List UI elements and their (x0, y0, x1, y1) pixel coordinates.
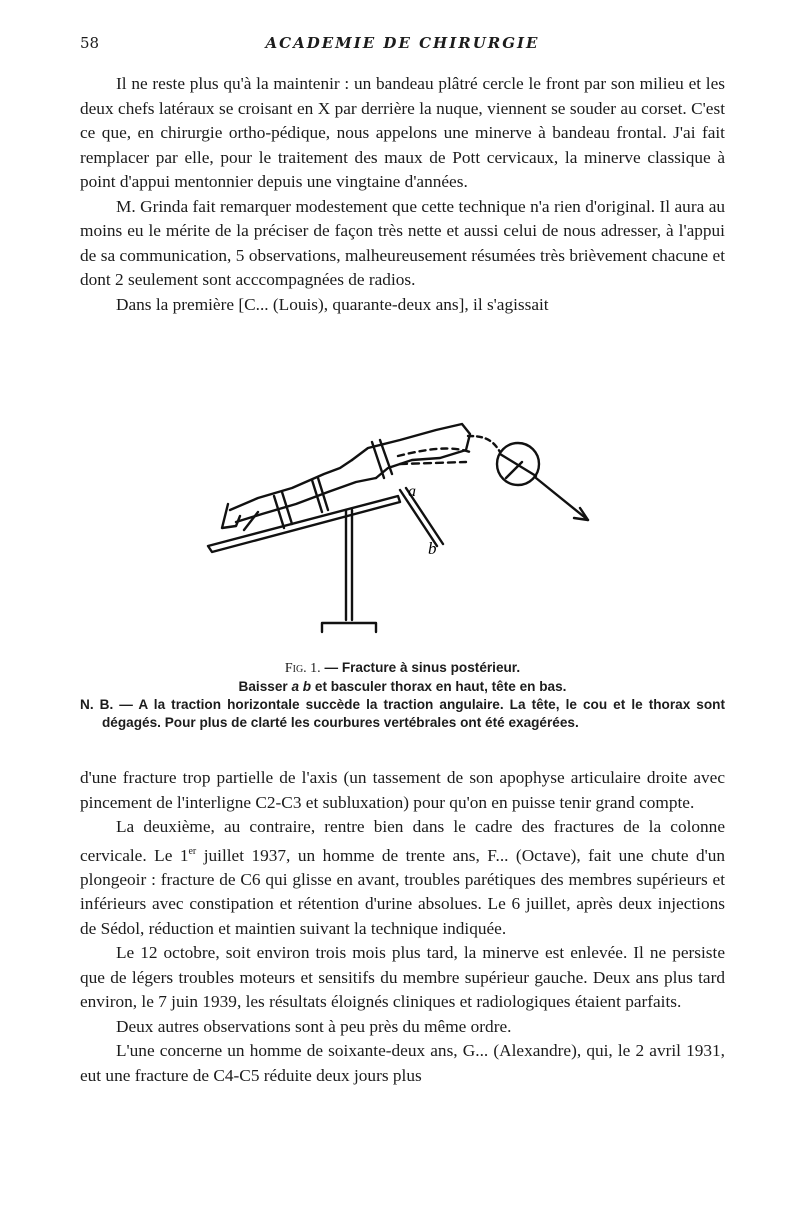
paragraph: Le 12 octobre, soit environ trois mois plus tard, la minerve est enlevée. Il ne persiste que de légers troubles moteurs et sensitifs du membre supérieur gauche. Deux ans plus tard environ, le 7 juin 1939, les résultats éloignés cliniques et radiologiques étaient parfaits. (80, 943, 725, 1012)
figure-label: Fig. 1. (284, 661, 321, 676)
paragraph: M. Grinda fait remarquer modestement que cette technique n'a rien d'original. Il aura au moins eu le mérite de la préciser de façon très nette et aussi celui de nous adresser, à l'appui de sa communication, 5 observations, malheureusement résumées très brièvement chacune et dont 2 seulement sont acccompagnées de radios. (80, 196, 725, 289)
paragraph: d'une fracture trop partielle de l'axis (un tassement de son apophyse articulaire droite avec pincement de l'interligne C2-C3 et subluxation) pour qu'on en puisse tenir grand compte. (80, 768, 725, 812)
neck-dashed (468, 436, 500, 452)
patient-legs (230, 460, 352, 510)
paragraph: Dans la première [C... (Louis), quarante-deux ans], il s'agissait (116, 294, 549, 314)
caption-title: — Fracture à sinus postérieur. (320, 660, 521, 675)
page-header (80, 34, 725, 58)
paragraph: Deux autres observations sont à peu près du même ordre. (116, 1016, 512, 1036)
label-a: a (408, 483, 416, 500)
patient-feet (222, 504, 258, 530)
traction-arrow (536, 478, 588, 520)
figure-traction-illustration (200, 418, 600, 648)
paragraph: Il ne reste plus qu'à la maintenir : un bandeau plâtré cercle le front par son milieu et les deux chefs latéraux se croisant en X par derrière la nuque, viennent se souder au corset. C'est ce que, en chirurgie ortho-pédique, nous appelons une minerve à bandeau frontal. J'ai fait remplacer par elle, pour le traitement des maux de Pott cervicaux, la minerve classique à point d'appui mentonnier depuis une vingtaine d'années. (80, 74, 725, 191)
table-post (346, 510, 352, 620)
tilting-support (400, 488, 443, 546)
label-b: b (428, 539, 437, 558)
patient-trunk (352, 424, 470, 478)
caption-note: N. B. — A la traction horizontale succède la traction angulaire. La tête, le cou et le thorax sont dégagés. Pour plus de clarté les courbures vertébrales ont été exagérées. (80, 697, 725, 730)
table-base (322, 623, 376, 632)
paragraph: L'une concerne un homme de soixante-deux ans, G... (Alexandre), qui, le 2 avril 1931, eut une fracture de C4-C5 réduite deux jours plus (80, 1041, 725, 1085)
caption-title-line (80, 659, 725, 678)
top-text-block (80, 72, 725, 317)
running-title: ACADEMIE DE CHIRURGIE (265, 34, 540, 52)
figure-caption (80, 659, 725, 732)
paragraph: La deuxième, au contraire, rentre bien dans le cadre des fractures de la colonne cervicale. Le 1er juillet 1937, un homme de trente ans, F... (Octave), fait une chute d'un plongeoir : fracture de C6 qui glisse en avant, troubles parétiques des membres supérieurs et inférieurs avec constipation et rétention d'urine absolues. Le 6 juillet, après deux injections de Sédol, réduction et maintien suivant la technique indiquée. (80, 817, 725, 938)
bottom-text-block (80, 766, 725, 1088)
caption-instruction: Baisser a b et basculer thorax en haut, tête en bas. (238, 679, 567, 694)
page-number: 58 (80, 34, 100, 52)
